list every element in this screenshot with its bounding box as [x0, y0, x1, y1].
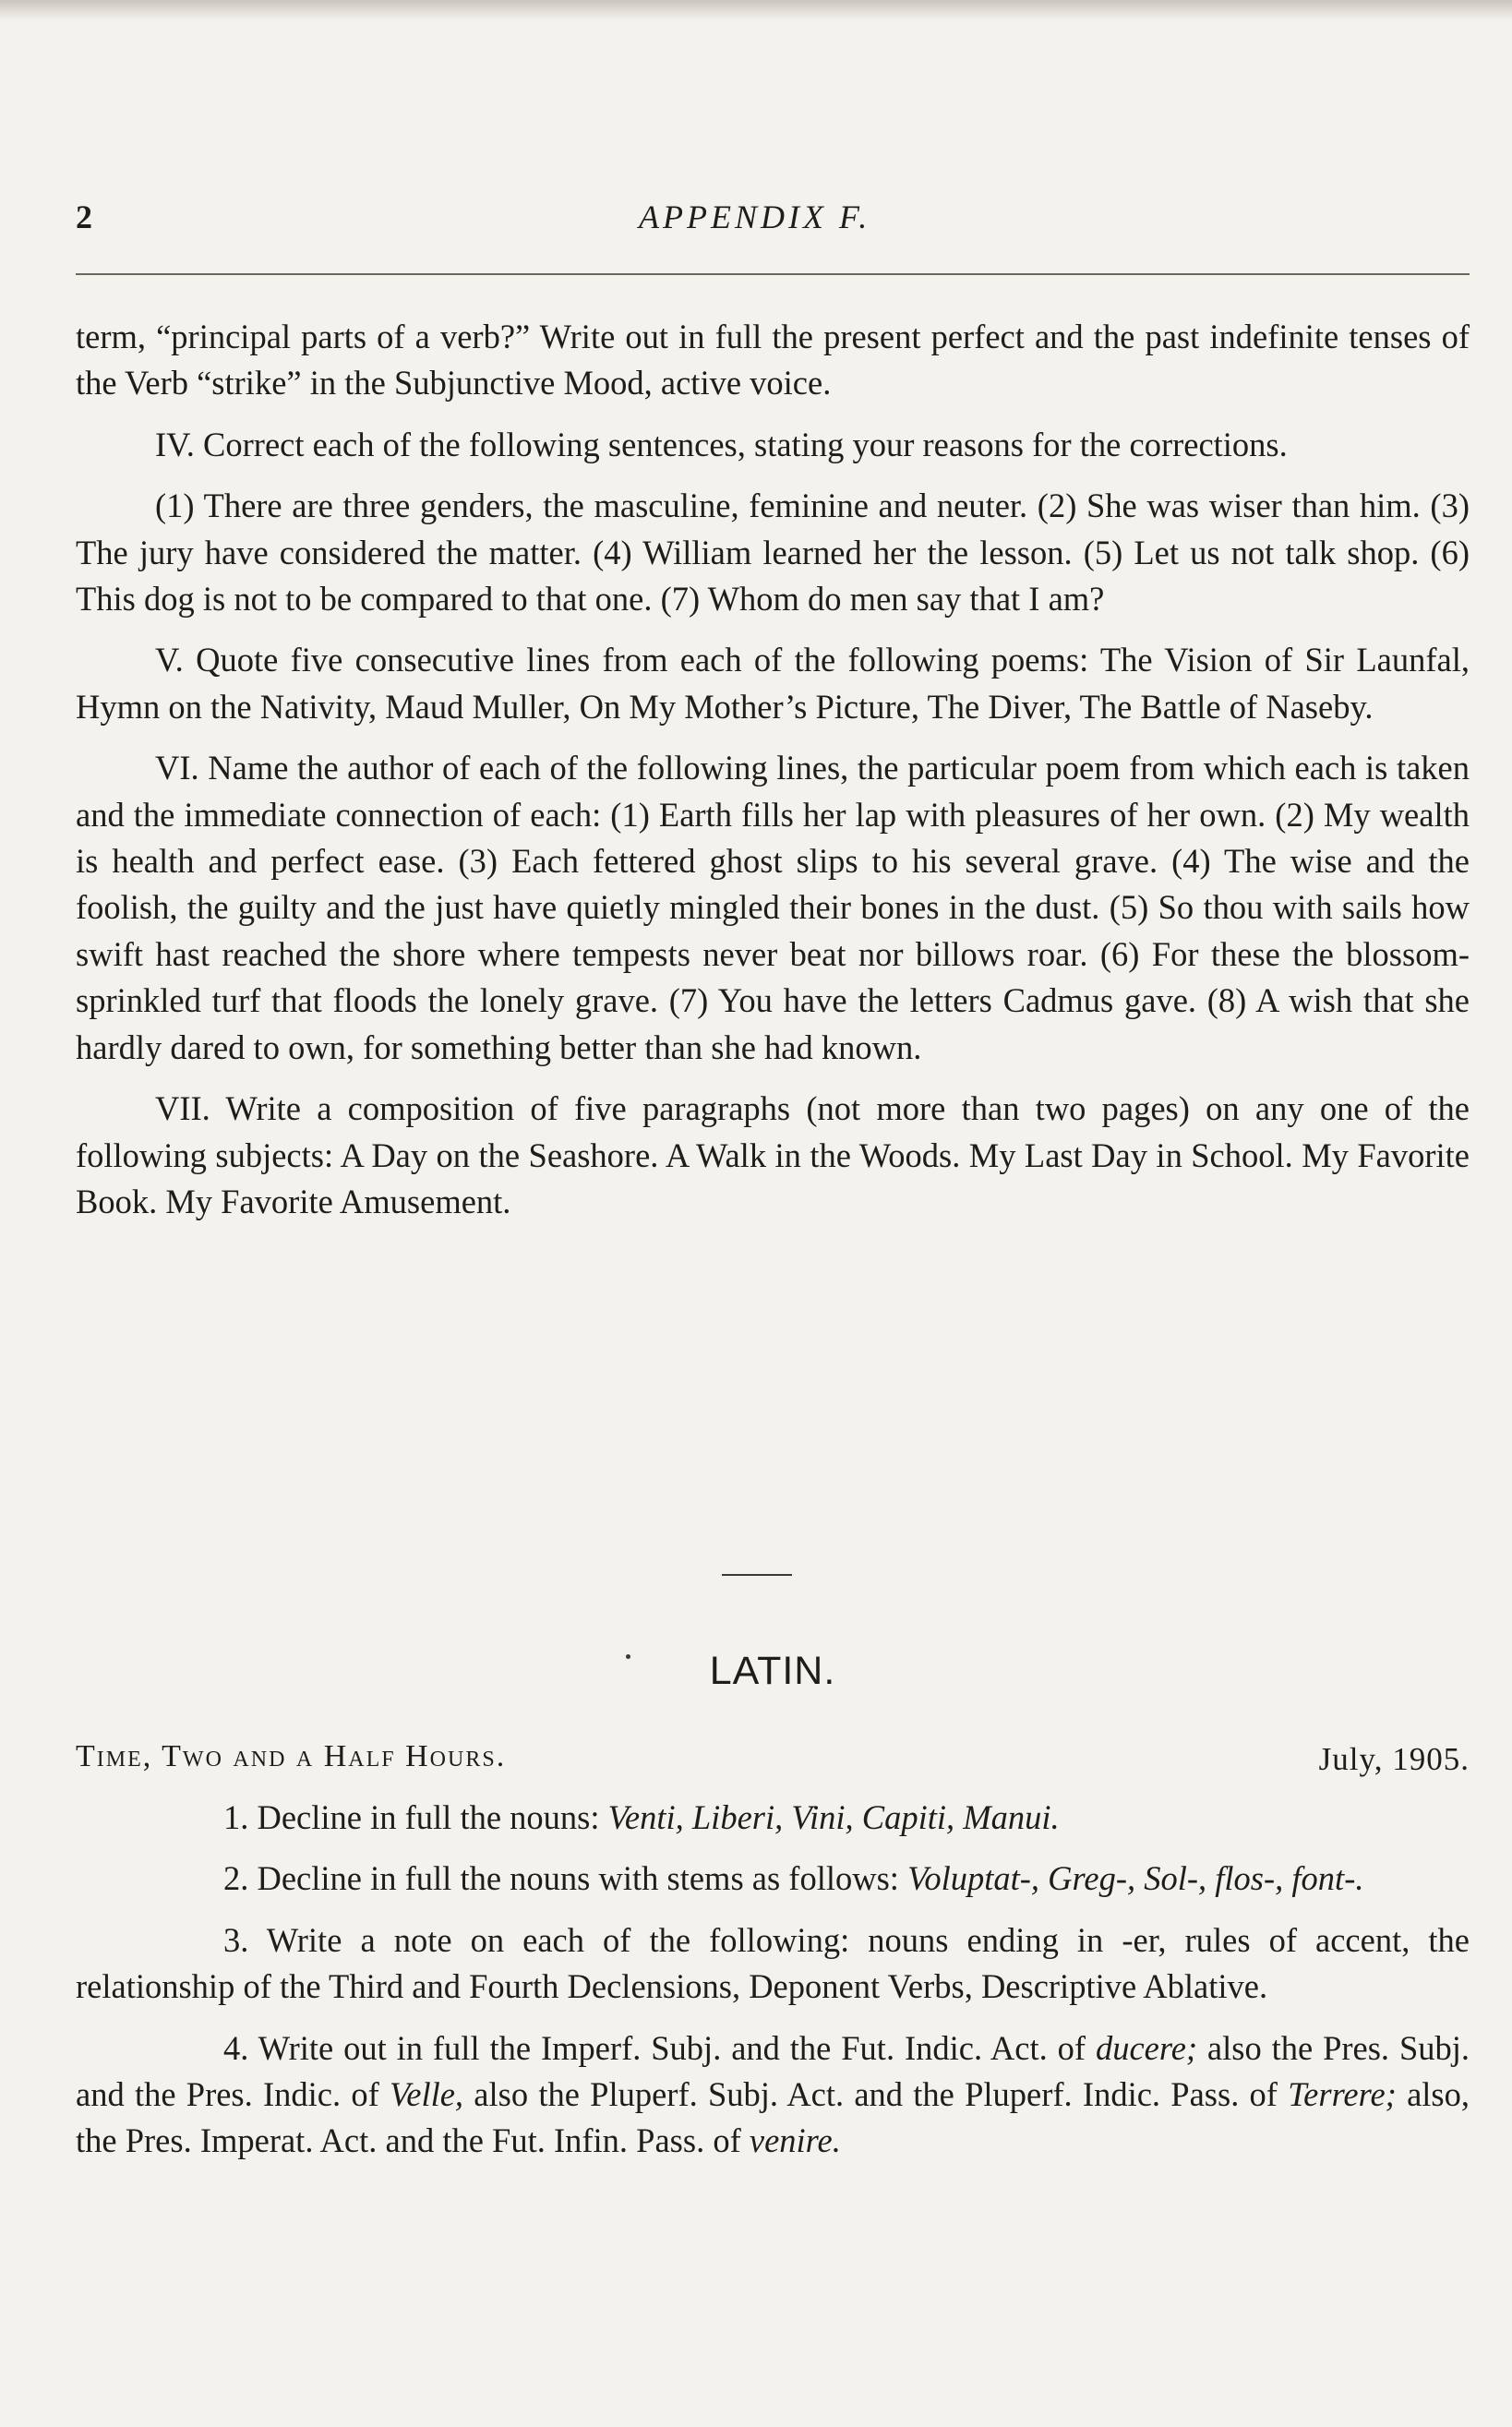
english-questions — [76, 314, 1470, 1240]
section-heading-latin: LATIN. — [709, 1649, 836, 1693]
question-text: also the Pluperf. Subj. Act. and the Pluperf. Indic. Pass. of — [463, 2075, 1289, 2114]
question-text: 2. Decline in full the nouns with stems as follows: — [223, 1859, 908, 1898]
question-text: 4. Write out in full the Imperf. Subj. and the Fut. Indic. Act. of — [223, 2028, 1096, 2067]
latin-question-1 — [76, 1795, 1470, 1841]
latin-verb: Velle, — [390, 2075, 464, 2114]
question-v: V. Quote five consecutive lines from each of the following poems: The Vision of Sir Launfal, Hymn on the Nativity, Maud Muller, On My Mother’s Picture, The Diver, The Battle of Naseby. — [76, 641, 1470, 726]
header-title: APPENDIX F. — [639, 198, 871, 235]
latin-questions — [76, 1795, 1470, 2180]
latin-verb: venire. — [749, 2121, 841, 2160]
exam-date: July, 1905. — [1318, 1741, 1470, 1777]
latin-nouns: Venti, Liberi, Vini, Capiti, Manui. — [607, 1798, 1060, 1836]
scan-edge — [0, 0, 1512, 20]
question-iv-sentences: (1) There are three genders, the masculine, feminine and neuter. (2) She was wiser than him. (3) The jury have considered the matter. (4) William learned her the lesson. (5) Let us not talk shop. (6) This dog is not to be compared to that one. (7) Whom do men say that I am? — [76, 487, 1470, 619]
latin-question-4 — [76, 2025, 1470, 2165]
latin-stems: Voluptat-, Greg-, Sol-, flos-, font-. — [907, 1859, 1364, 1898]
page-number: 2 — [76, 198, 92, 235]
exam-time: Time, Two and a Half Hours. — [76, 1739, 507, 1773]
question-vi: VI. Name the author of each of the following lines, the particular poem from which each is taken and the immediate connection of each: (1) Earth fills her lap with pleasures of her own. (2) My wealth is health and perfect ease. (3) Each fettered ghost slips to his several grave. (4) The wise and the foolish, the guilty and the just have quietly mingled their bones in the dust. (5) So thou with sails how swift hast reached the shore where tempests never beat nor billows roar. (6) For these the blossom-sprinkled turf that floods the lonely grave. (7) You have the letters Cadmus gave. (8) A wish that she hardly dared to own, for something better than she had known. — [76, 749, 1470, 1066]
paragraph-continuation: term, “principal parts of a verb?” Write out in full the present perfect and the past indefinite tenses of the Verb “strike” in the Subjunctive Mood, active voice. — [76, 318, 1470, 402]
question-text: also, the Pres. Imperat. Act. and the Fut. Infin. Pass. of — [76, 2075, 1470, 2160]
latin-verb: Terrere; — [1288, 2075, 1397, 2114]
latin-question-3: 3. Write a note on each of the following: nouns ending in -er, rules of accent, the relationship of the Third and Fourth Declensions, Deponent Verbs, Descriptive Ablative. — [76, 1920, 1470, 2006]
latin-question-2 — [76, 1856, 1470, 1902]
question-iv: IV. Correct each of the following sentences, stating your reasons for the corrections. — [155, 425, 1288, 463]
question-text: also the Pres. Subj. and the Pres. Indic. of — [76, 2028, 1470, 2114]
section-divider — [722, 1574, 792, 1576]
header-rule — [76, 273, 1470, 275]
latin-verb: ducere; — [1095, 2028, 1198, 2067]
question-vii: VII. Write a composition of five paragraphs (not more than two pages) on any one of the following subjects: A Day on the Seashore. A Walk in the Woods. My Last Day in School. My Favorite Book. My Favorite Amusement. — [76, 1089, 1470, 1220]
question-text: 1. Decline in full the nouns: — [223, 1798, 608, 1836]
running-header — [76, 198, 1470, 253]
